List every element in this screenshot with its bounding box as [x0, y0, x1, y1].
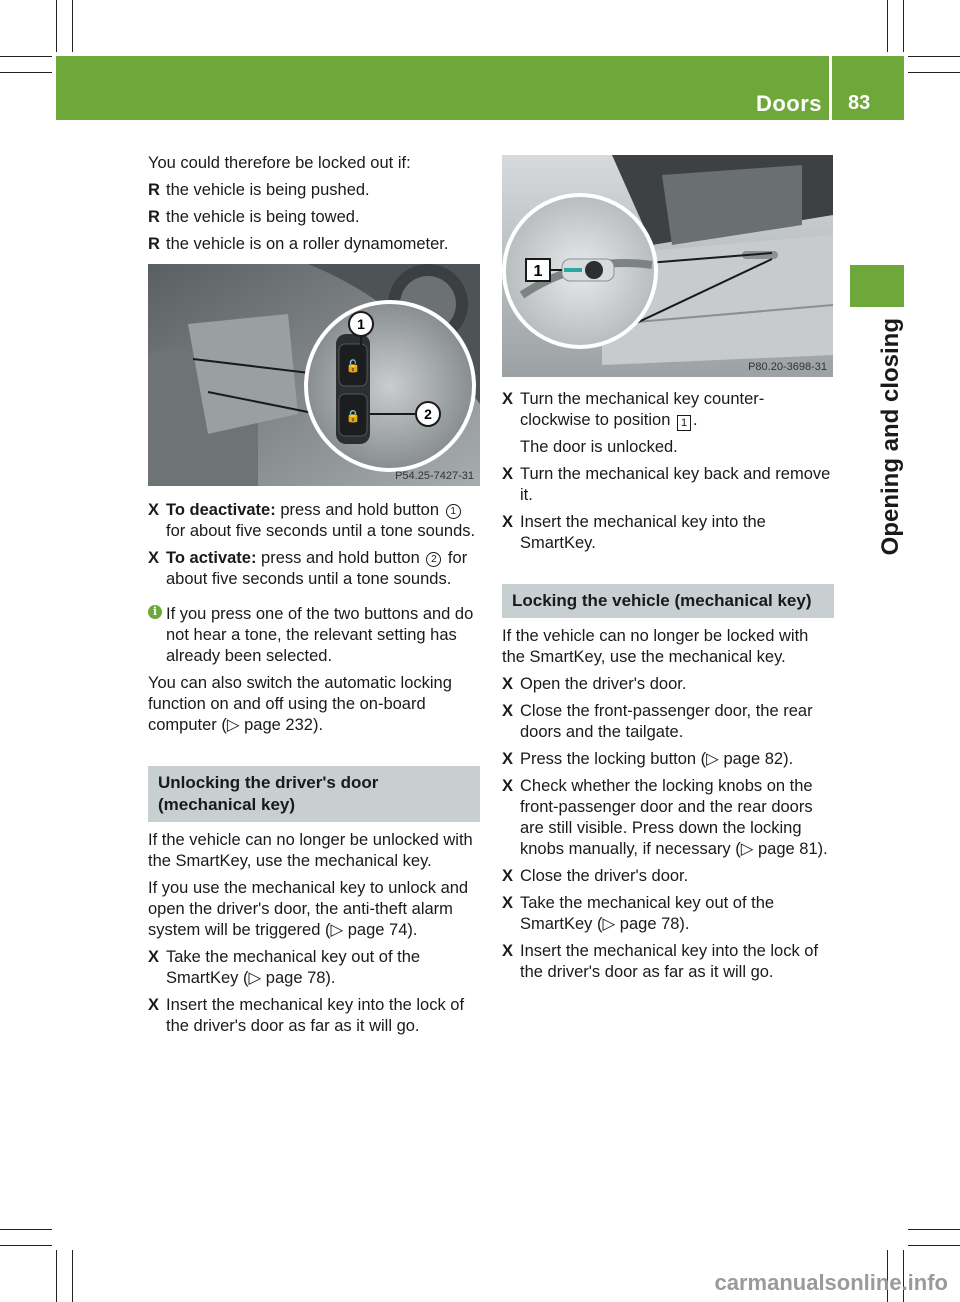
ref-circle: 1: [446, 504, 461, 519]
step: X Open the driver's door.: [502, 675, 687, 693]
step-marker: X: [502, 894, 514, 912]
crop-mark: [908, 1245, 960, 1246]
step: X Insert the mechanical key into the lock of the driver's door as far as it will go.: [502, 942, 819, 981]
callout-1: 1: [357, 316, 365, 332]
intro-text: You could therefore be locked out if:: [148, 154, 411, 172]
paragraph: If the vehicle can no longer be locked with the SmartKey, use the mechanical key.: [502, 627, 809, 666]
step: X Turn the mechanical key counter-clockwise to position 1 .: [502, 390, 765, 429]
step-marker: X: [502, 750, 514, 768]
crop-mark: [0, 1229, 52, 1230]
figure-door-lock: [502, 155, 833, 377]
bullet-marker: R: [148, 235, 160, 253]
paragraph: If the vehicle can no longer be unlocked with the SmartKey, use the mechanical key.: [148, 831, 473, 870]
info-note: i If you press one of the two buttons and do not hear a tone, the relevant setting has already been selected.: [148, 604, 480, 667]
callout-1: 1: [533, 263, 543, 280]
crop-mark: [903, 0, 904, 52]
step-activate: X To activate: press and hold button 2 for about five seconds until a tone sounds.: [148, 549, 468, 588]
crop-mark: [0, 72, 52, 73]
step: X Close the driver's door.: [502, 867, 689, 885]
list-item: R the vehicle is being towed.: [148, 208, 360, 226]
step-marker: X: [502, 867, 514, 885]
step: X Insert the mechanical key into the SmartKey.: [502, 513, 766, 552]
crop-mark: [908, 72, 960, 73]
paragraph: You can also switch the automatic locking function on and off using the on-board computer (▷ page 232).: [148, 674, 452, 734]
step-marker: X: [148, 948, 160, 966]
crop-mark: [0, 1245, 52, 1246]
step-marker: X: [502, 513, 514, 531]
figure-code: P80.20-3698-31: [748, 361, 827, 373]
step: X Close the front-passenger door, the rear doors and the tailgate.: [502, 702, 813, 741]
step-marker: X: [148, 549, 160, 567]
header-divider: [829, 56, 832, 120]
list-item: R the vehicle is being pushed.: [148, 181, 370, 199]
crop-mark: [72, 1250, 73, 1302]
step: X Turn the mechanical key back and remove it.: [502, 465, 831, 504]
figure-locking-buttons: [148, 264, 480, 486]
ref-circle: 2: [426, 552, 441, 567]
crop-mark: [72, 0, 73, 52]
section-heading-unlocking: Unlocking the driver's door (mechanical key): [148, 766, 480, 822]
callout-2: 2: [424, 406, 432, 422]
ref-square: 1: [677, 415, 691, 431]
crop-mark: [0, 56, 52, 57]
page-number: 83: [848, 92, 871, 114]
paragraph: If you use the mechanical key to unlock and open the driver's door, the anti-theft alarm system will be triggered (▷ page 74).: [148, 879, 469, 939]
chapter-label: Opening and closing: [877, 318, 904, 556]
step-marker: X: [502, 942, 514, 960]
figure-code: P54.25-7427-31: [395, 470, 474, 482]
figure-locking-buttons-image: [148, 264, 480, 486]
crop-mark: [56, 0, 57, 52]
step-marker: X: [502, 777, 514, 795]
left-column-lower: [148, 500, 480, 1043]
step-marker: X: [502, 390, 514, 408]
crop-mark: [56, 1250, 57, 1302]
crop-mark: [908, 1229, 960, 1230]
section-title: Doors: [755, 91, 822, 116]
crop-mark: [908, 56, 960, 57]
step-marker: X: [502, 702, 514, 720]
step-marker: X: [148, 996, 160, 1014]
step-marker: X: [502, 465, 514, 483]
svg-text:🔓: 🔓: [345, 359, 361, 373]
right-column: [502, 389, 834, 989]
chapter-tab: [850, 265, 904, 307]
figure-door-lock-image: [502, 155, 833, 377]
step: X Insert the mechanical key into the lock of the driver's door as far as it will go.: [148, 996, 465, 1035]
left-column: [148, 153, 480, 261]
list-item: R the vehicle is on a roller dynamometer.: [148, 235, 449, 253]
step-marker: X: [148, 501, 160, 519]
watermark: carmanualsonline.info: [714, 1270, 948, 1295]
step: X Take the mechanical key out of the SmartKey (▷ page 78).: [502, 894, 775, 933]
svg-text:🔒: 🔒: [345, 409, 361, 423]
step-deactivate: X To deactivate: press and hold button 1 for about five seconds until a tone sounds.: [148, 501, 476, 540]
crop-mark: [887, 0, 888, 52]
step: X Press the locking button (▷ page 82).: [502, 750, 794, 768]
bullet-marker: R: [148, 208, 160, 226]
step: X Take the mechanical key out of the SmartKey (▷ page 78).: [148, 948, 421, 987]
info-icon: i: [148, 605, 162, 619]
section-heading-locking: Locking the vehicle (mechanical key): [502, 584, 834, 618]
step-marker: X: [502, 675, 514, 693]
result-text: The door is unlocked.: [520, 438, 678, 456]
bullet-marker: R: [148, 181, 160, 199]
step: X Check whether the locking knobs on the front-passenger door and the rear doors are still visible. Press down the locking knobs manually, if necessary (▷ page 81).: [502, 777, 828, 858]
